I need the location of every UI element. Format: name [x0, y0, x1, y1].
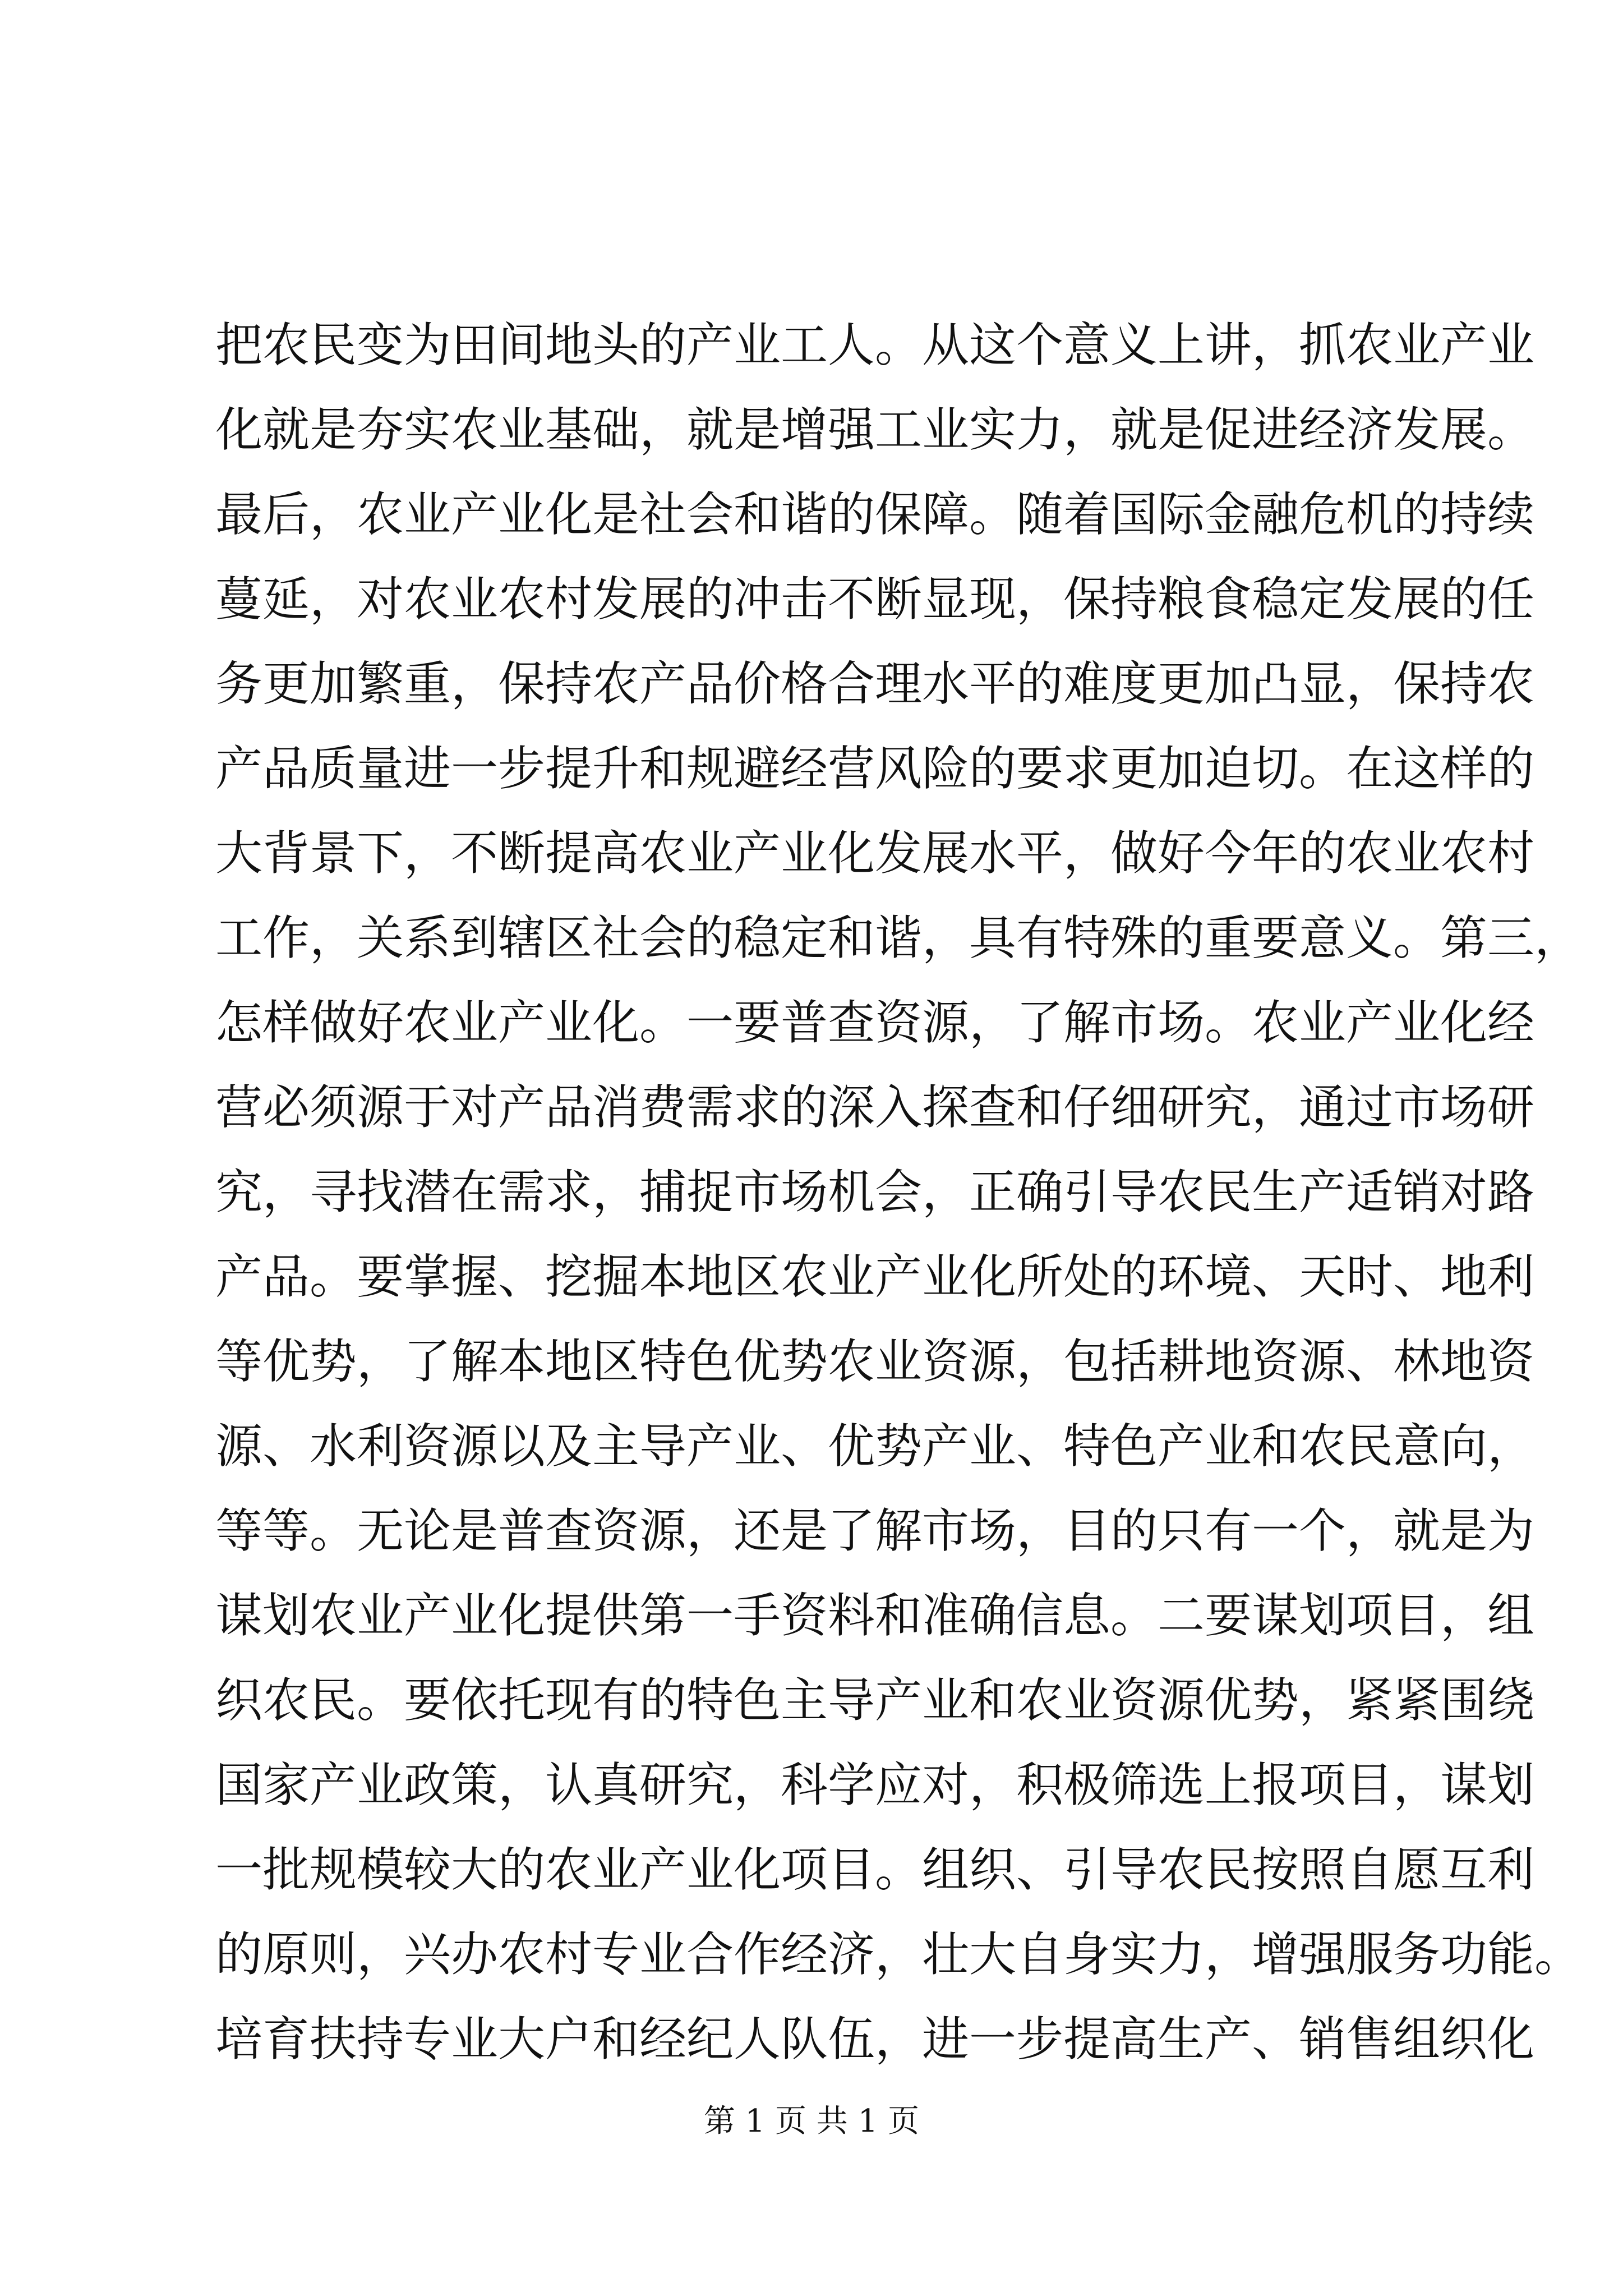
text-line: 等等。无论是普查资源，还是了解市场，目的只有一个，就是为: [215, 1503, 1535, 1558]
body-text: [215, 303, 1582, 2082]
text-line: 谋划农业产业化提供第一手资料和准确信息。二要谋划项目，组: [215, 1588, 1535, 1643]
text-line: 国家产业政策，认真研究，科学应对，积极筛选上报项目，谋划: [215, 1757, 1535, 1812]
text-line: 织农民。要依托现有的特色主导产业和农业资源优势，紧紧围绕: [215, 1673, 1535, 1728]
text-line: 工作，关系到辖区社会的稳定和谐，具有特殊的重要意义。第三，: [215, 910, 1582, 965]
text-line: 最后，农业产业化是社会和谐的保障。随着国际金融危机的持续: [215, 487, 1535, 542]
text-line: 大背景下，不断提高农业产业化发展水平，做好今年的农业农村: [215, 826, 1535, 881]
text-line: 怎样做好农业产业化。一要普查资源，了解市场。农业产业化经: [215, 995, 1535, 1050]
text-line: 化就是夯实农业基础，就是增强工业实力，就是促进经济发展。: [215, 402, 1535, 457]
text-line: 一批规模较大的农业产业化项目。组织、引导农民按照自愿互利: [215, 1842, 1535, 1897]
text-line: 等优势，了解本地区特色优势农业资源，包括耕地资源、林地资: [215, 1334, 1535, 1389]
text-line: 究，寻找潜在需求，捕捉市场机会，正确引导农民生产适销对路: [215, 1165, 1535, 1220]
text-line: 务更加繁重，保持农产品价格合理水平的难度更加凸显，保持农: [215, 656, 1535, 711]
page-number: 第 1 页 共 1 页: [703, 2103, 920, 2139]
text-line: 培育扶持专业大户和经纪人队伍，进一步提高生产、销售组织化: [215, 2012, 1535, 2067]
text-line: 把农民变为田间地头的产业工人。从这个意义上讲，抓农业产业: [215, 318, 1535, 372]
text-line: 营必须源于对产品消费需求的深入探查和仔细研究，通过市场研: [215, 1080, 1535, 1135]
text-line: 的原则，兴办农村专业合作经济，壮大自身实力，增强服务功能。: [215, 1927, 1582, 1982]
page-footer: [0, 2099, 1623, 2144]
text-line: 源、水利资源以及主导产业、优势产业、特色产业和农民意向，: [215, 1419, 1535, 1474]
text-line: 产品。要掌握、挖掘本地区农业产业化所处的环境、天时、地利: [215, 1249, 1535, 1304]
text-line: 蔓延，对农业农村发展的冲击不断显现，保持粮食稳定发展的任: [215, 572, 1535, 627]
text-line: 产品质量进一步提升和规避经营风险的要求更加迫切。在这样的: [215, 741, 1535, 796]
